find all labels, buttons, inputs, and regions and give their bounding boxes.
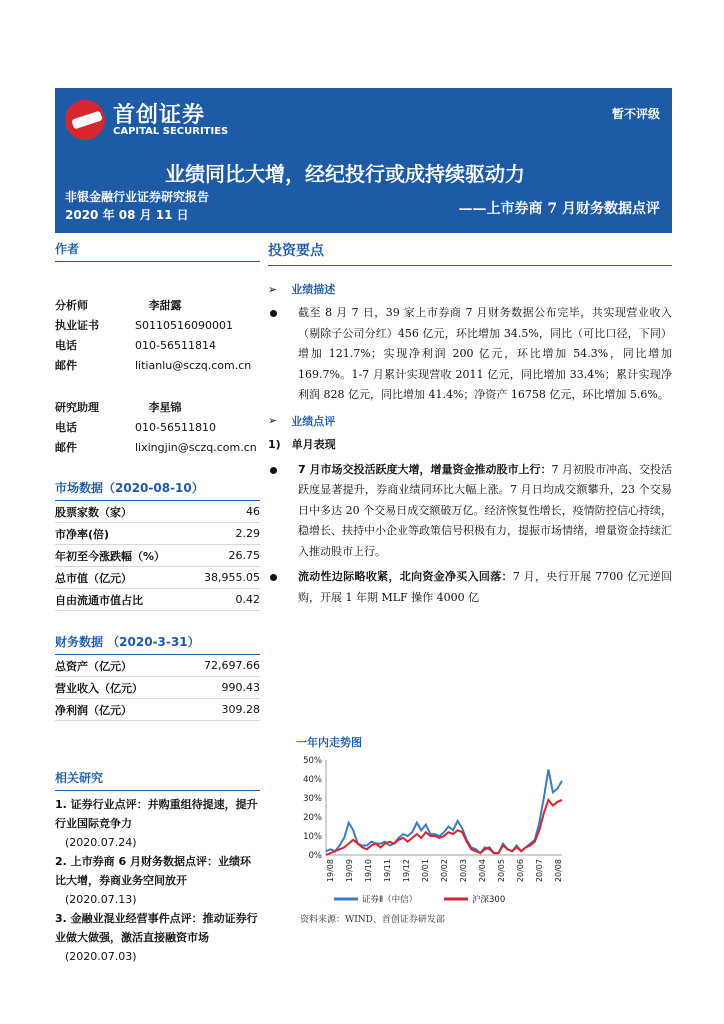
subsection-monthly: 1) 单月表现 [268, 437, 336, 451]
market-data-label: 总市值（亿元） [55, 571, 132, 585]
analyst-block [55, 295, 260, 375]
rating-label: 暂不评级 [611, 107, 660, 121]
report-header [55, 88, 672, 233]
analyst-phone-row [55, 335, 260, 355]
financial-data-row [55, 699, 260, 721]
analyst-row [55, 295, 260, 315]
market-data-value: 46 [246, 505, 260, 518]
liquidity-paragraph-lead: 流动性边际略收紧，北向资金净买入回落： [298, 570, 513, 583]
market-data-value: 38,955.05 [204, 571, 260, 584]
market-data-value: 2.29 [235, 527, 260, 540]
assistant-role: 研究助理 [55, 401, 99, 414]
legend-label: 沪深300 [472, 895, 506, 905]
section-heading [268, 410, 672, 432]
market-data-row [55, 567, 260, 589]
assistant-name: 李星锦 [148, 401, 182, 414]
assistant-block [55, 397, 260, 457]
analyst-name: 李甜露 [148, 299, 182, 312]
bullet-icon [270, 310, 277, 317]
logo-chinese-name: 首创证券 [113, 103, 206, 128]
chart-title: 一年内走势图 [296, 736, 362, 749]
financial-data-label: 净利润（亿元） [55, 703, 132, 717]
performance-paragraph [268, 303, 672, 406]
market-data-label: 市净率(倍) [55, 527, 110, 541]
assistant-phone: 010-56511810 [135, 420, 216, 434]
x-tick-label: 19/11 [383, 859, 392, 883]
financial-data-title: 财务数据 （2020-3-31） [55, 633, 260, 655]
related-research-date: (2020.07.03) [65, 950, 137, 963]
y-tick-label: 20% [303, 813, 322, 823]
related-research-link[interactable]: 3. 金融业混业经营事件点评：推动证券行业做大做强，激活直接融资市场 [55, 912, 258, 944]
section-heading [268, 278, 672, 300]
financial-data-rows [55, 655, 260, 721]
liquidity-paragraph-text: 7 月，央行开展 7700 亿元逆回购，开展 1 年期 MLF 操作 4000 亿 [298, 570, 673, 604]
x-tick-label: 20/06 [516, 859, 525, 883]
related-research-title: 相关研究 [55, 769, 260, 791]
y-tick-label: 0% [308, 851, 322, 861]
assistant-phone-row [55, 417, 260, 437]
x-tick-label: 20/04 [478, 859, 487, 883]
section-title-performance: 业绩描述 [291, 283, 336, 296]
x-tick-label: 19/08 [326, 859, 335, 883]
legend-label: 证券Ⅱ（中信） [362, 895, 418, 905]
x-tick-label: 19/12 [402, 859, 411, 883]
analyst-phone: 010-56511814 [135, 338, 216, 352]
x-tick-label: 20/03 [459, 859, 468, 883]
related-research-link[interactable]: 1. 证券行业点评：并购重组待提速，提升行业国际竞争力 [55, 798, 258, 830]
market-data-section [55, 479, 260, 611]
phone-label: 电话 [55, 421, 77, 434]
assistant-email-row [55, 437, 260, 457]
analyst-role: 分析师 [55, 299, 88, 312]
bullet-icon [270, 574, 277, 581]
x-tick-label: 20/05 [497, 859, 506, 883]
arrow-icon: ➢ [268, 414, 278, 427]
trend-chart [292, 750, 572, 920]
financial-data-label: 营业收入（亿元） [55, 681, 143, 695]
liquidity-paragraph [268, 567, 672, 608]
market-paragraph-text: 7 月初股市冲高、交投活跃度显著提升，券商业绩同环比大幅上涨。7 月日均成交额攀升，23 个交易日中多达 20 个交易日成交额破万亿。经济恢复性增长，疫情防控信心持续，稳增长、扶持中小企业等政策信号积极有力，提振市场情绪，增量资金持续汇入推动股市上行。 [298, 462, 672, 558]
source-note: 资料来源：WIND、首创证券研发部 [300, 915, 445, 925]
financial-data-row [55, 677, 260, 699]
x-tick-label: 19/10 [364, 859, 373, 883]
financial-data-value: 309.28 [221, 703, 260, 716]
related-research-section [55, 769, 260, 966]
investment-title: 投资要点 [268, 240, 672, 266]
market-data-row [55, 501, 260, 523]
market-data-row [55, 545, 260, 567]
x-tick-label: 20/07 [535, 859, 544, 883]
market-data-label: 自由流通市值占比 [55, 593, 143, 607]
logo-english-name: CAPITAL SECURITIES [113, 126, 229, 137]
analyst-email[interactable]: litianlu@sczq.com.cn [135, 358, 252, 372]
financial-data-value: 72,697.66 [204, 659, 260, 672]
market-data-row [55, 589, 260, 611]
financial-data-label: 总资产（亿元） [55, 659, 132, 673]
market-paragraph-lead: 7 月市场交投活跃度大增，增量资金推动股市上行： [298, 462, 552, 476]
report-subtitle: ——上市券商 7 月财务数据点评 [458, 201, 660, 217]
performance-text: 截至 8 月 7 日，39 家上市券商 7 月财务数据公布完毕，共实现营业收入（剔除子公司分红）456 亿元，环比增加 34.5%，同比（可比口径，下同）增加 121.7%；实现净利润 200 亿元，环比增加 54.3%，同比增加 169.7%。1-7 月累计实现营收 2011 亿元，同比增加 33.4%；累计实现净利润 828 亿元，同比增加 41.4%；净资产 16758 亿元，环比增加 5.6%。 [298, 306, 672, 401]
related-research-list [55, 795, 260, 966]
financial-data-section [55, 633, 260, 721]
assistant-row [55, 397, 260, 417]
market-data-value: 26.75 [228, 549, 260, 562]
related-research-date: (2020.07.24) [65, 836, 137, 849]
financial-data-value: 990.43 [221, 681, 260, 694]
analyst-cert-row [55, 315, 260, 335]
email-label: 邮件 [55, 359, 77, 372]
authors-title: 作者 [55, 240, 260, 262]
report-type: 非银金融行业证券研究报告 [65, 190, 210, 204]
market-data-label: 年初至今涨跌幅（%） [55, 549, 166, 563]
market-data-value: 0.42 [235, 593, 260, 606]
x-tick-label: 20/01 [421, 859, 430, 883]
y-tick-label: 10% [303, 832, 322, 842]
arrow-icon: ➢ [268, 282, 278, 296]
analyst-cert: S0110516090001 [135, 318, 233, 332]
market-paragraph [268, 460, 672, 563]
market-data-label: 股票家数（家） [55, 505, 132, 519]
series-line [326, 800, 562, 855]
x-tick-label: 20/02 [440, 859, 449, 883]
section-title-review: 业绩点评 [291, 414, 336, 428]
y-tick-label: 40% [303, 775, 322, 785]
related-research-link[interactable]: 2. 上市券商 6 月财务数据点评：业绩环比大增，券商业务空间放开 [55, 855, 251, 887]
analyst-email-row [55, 355, 260, 375]
series-line [326, 770, 562, 854]
main-content [268, 240, 673, 905]
report-title: 业绩同比大增，经纪投行或成持续驱动力 [165, 162, 525, 186]
market-data-row [55, 523, 260, 545]
financial-data-row [55, 655, 260, 677]
x-tick-label: 19/09 [345, 859, 354, 883]
market-data-rows [55, 501, 260, 611]
market-data-title: 市场数据（2020-08-10） [55, 479, 260, 501]
phone-label: 电话 [55, 339, 77, 352]
y-tick-label: 50% [303, 756, 322, 766]
assistant-email[interactable]: lixingjin@sczq.com.cn [135, 440, 257, 454]
company-logo-icon [65, 100, 105, 140]
left-sidebar [55, 240, 260, 966]
report-date: 2020 年 08 月 11 日 [65, 208, 189, 222]
bullet-icon [270, 467, 277, 474]
related-research-date: (2020.07.13) [65, 893, 137, 906]
cert-label: 执业证书 [55, 319, 99, 332]
email-label: 邮件 [55, 441, 77, 454]
x-tick-label: 20/08 [554, 859, 563, 883]
y-tick-label: 30% [303, 794, 322, 804]
